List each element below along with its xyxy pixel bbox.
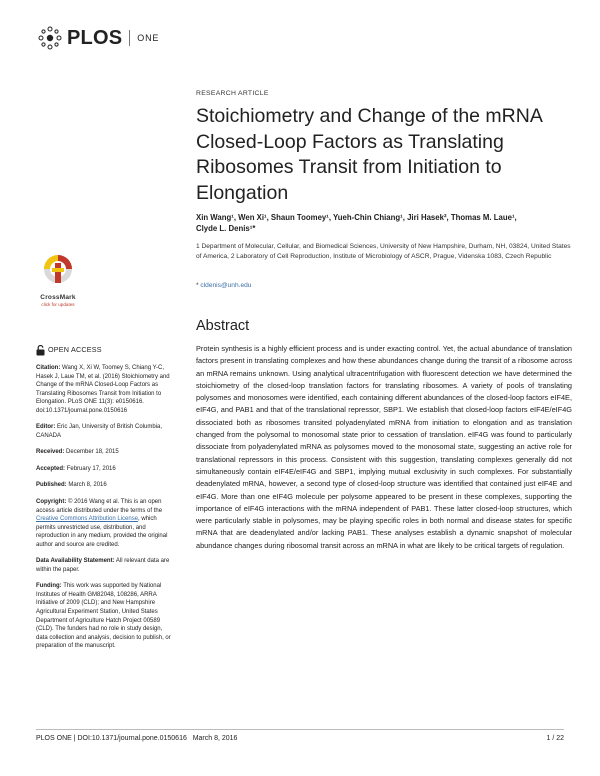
- editor-text: Eric Jan, University of British Columbia, CANADA: [36, 424, 163, 439]
- published-block: [36, 481, 174, 490]
- cc-license-link[interactable]: Creative Commons Attribution License: [36, 516, 139, 523]
- data-availability-text: All relevant data are within the paper.: [36, 558, 170, 573]
- corresponding-email: [196, 282, 251, 289]
- accepted-block: [36, 465, 174, 474]
- editor-label: Editor:: [36, 424, 56, 431]
- author-line-2: Clyde L. Denis¹*: [196, 224, 256, 233]
- funding-label: Funding:: [36, 583, 62, 590]
- plos-dots-icon: [36, 26, 64, 50]
- copyright-text-pre: © 2016 Wang et al. This is an open access article distributed under the terms of the: [36, 499, 163, 514]
- crossmark-icon: [43, 254, 73, 288]
- published-date: March 8, 2016: [68, 482, 107, 489]
- accepted-label: Accepted:: [36, 465, 66, 472]
- copyright-text-post: , which permits unrestricted use, distribution, and reproduction in any medium, provided the original author and source are credited.: [36, 516, 168, 548]
- footer-citation: PLOS ONE | DOI:10.1371/journal.pone.0150616 March 8, 2016: [36, 735, 238, 742]
- affiliations: 1 Department of Molecular, Cellular, and Biomedical Sciences, University of New Hampshire, Durham, NH, 03824, United States of America, 2 Laboratory of Cell Reproduction, Institute of Microbiology of ASCR, Prague, Videnska 1083, Czech Republic: [196, 243, 571, 260]
- crossmark-badge[interactable]: [36, 254, 80, 307]
- page-number: 1 / 22: [546, 735, 564, 742]
- data-availability-block: [36, 557, 174, 574]
- article-type: RESEARCH ARTICLE: [196, 90, 269, 97]
- open-access-label: OPEN ACCESS: [48, 345, 102, 355]
- received-date: December 18, 2015: [66, 449, 119, 456]
- article-title: Stoichiometry and Change of the mRNA Closed-Loop Factors as Translating Ribosomes Transit from Initiation to Elongation: [196, 105, 542, 204]
- crossmark-sub: click for updates: [41, 302, 75, 307]
- abstract-heading: Abstract: [196, 318, 250, 334]
- plos-one-logo[interactable]: [36, 26, 159, 50]
- funding-block: [36, 582, 174, 650]
- data-availability-label: Data Availability Statement:: [36, 558, 115, 565]
- logo-separator: [129, 30, 130, 46]
- article-info-sidebar: [36, 345, 174, 659]
- logo-journal-text: ONE: [137, 33, 160, 43]
- author-line-1: Xin Wang¹, Wen Xi¹, Shaun Toomey¹, Yueh-Chin Chiang¹, Jiri Hasek², Thomas M. Laue¹,: [196, 213, 517, 222]
- email-link[interactable]: cldenis@unh.edu: [200, 282, 252, 289]
- crossmark-label: CrossMark: [40, 294, 76, 301]
- funding-text: This work was supported by National Institutes of Health GM82048, 108286, ARRA Initiative of 2009 (CLD); and New Hampshire Agricultural Experiment Station, United States Department of Agriculture Hatch Project 00589 (CLD). The funders had no role in study design, data collection and analysis, decision to publish, or preparation of the manuscript.: [36, 583, 171, 650]
- footer-divider: [36, 729, 564, 730]
- abstract-text: Protein synthesis is a highly efficient process and is under exacting control. Yet, the actual abundance of translation factors present in translating complexes and how these abundances change during the transit of a ribosome across an mRNA remains unknown. Using analytical ultracentrifugation with fluorescent detection we have determined the stoichiometry of the closed-loop translation factors for translating ribosomes. A variety of pools of translating polysomes and monosomes were identified, each containing different abundances of the closed-loop factors eIF4E, eIF4G, and PAB1 and that of the translational repressor, SBP1. We establish that closed-loop factors eIF4E/eIF4G dissociated both as ribosomes transited polyadenylated mRNA from initiation to elongation and as translation changed from the polysomal to monosomal state prior to cessation of translation. eIF4G was found to particularly dissociate from polyadenylated mRNA as polysomes moved to the monosomal state, suggesting an active role for translational repressors in this process. Consistent with this suggestion, translating complexes generally did not simultaneously contain eIF4E/eIF4G and SBP1, implying mutual exclusivity in such complexes. For substantially deadenylated mRNA, however, a second type of closed-loop structure was identified that contained just eIF4E and eIF4G. More than one eIF4G molecule per polysome appeared to be present in these complexes, supporting the importance of eIF4G interactions with the mRNA independent of PAB1. These latter closed-loop structures, which were particularly stable in polysomes, may be playing specific roles in both normal and disease states for specific mRNA that are deadenylated and/or lacking PAB1. These analyses establish a dynamic snapshot of molecular abundance changes during ribosomal transit across an mRNA in what are likely to be critical targets of regulation.: [196, 344, 572, 550]
- author-list: [196, 212, 576, 234]
- citation-label: Citation:: [36, 365, 61, 371]
- accepted-date: February 17, 2016: [66, 465, 116, 472]
- copyright-block: [36, 498, 174, 549]
- received-block: [36, 448, 174, 457]
- citation-block: [36, 364, 174, 415]
- open-lock-icon: [36, 345, 45, 356]
- editor-block: [36, 423, 174, 440]
- received-label: Received:: [36, 449, 65, 456]
- logo-plos-text: PLOS: [67, 26, 123, 49]
- email-asterisk: *: [196, 282, 199, 289]
- copyright-label: Copyright:: [36, 499, 67, 506]
- citation-text: Wang X, Xi W, Toomey S, Chiang Y-C, Hasek J, Laue TM, et al. (2016) Stoichiometry and Change of the mRNA Closed-Loop Factors as Translating Ribosomes Transit from Initiation to Elongation. PLoS ONE 11(3): e0150616. doi:10.1371/journal.pone.0150616: [36, 365, 170, 414]
- published-label: Published:: [36, 482, 67, 489]
- open-access-badge: [36, 345, 174, 356]
